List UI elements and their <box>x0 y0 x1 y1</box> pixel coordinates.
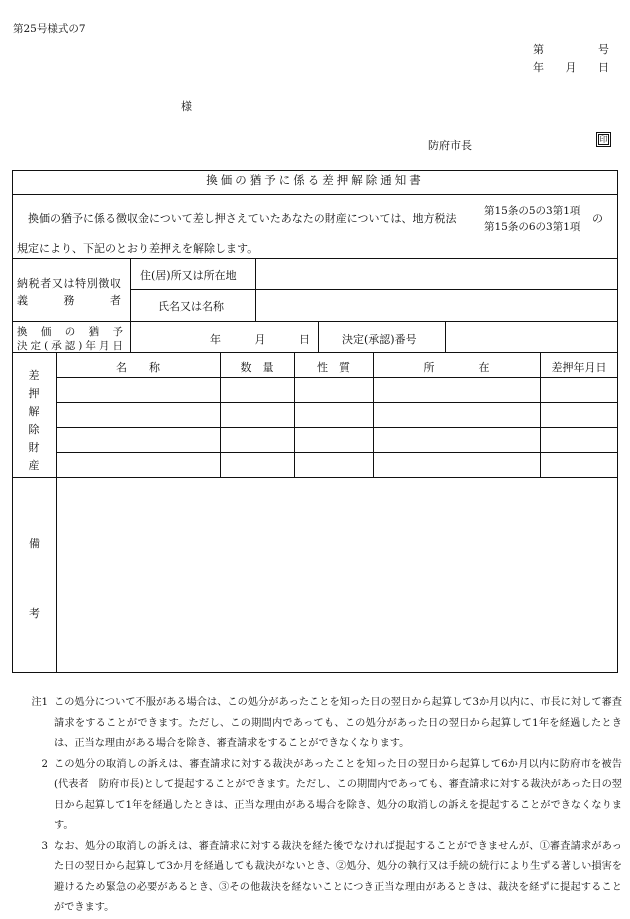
deferral-year: 年 <box>210 333 221 346</box>
address-label: 住(居)所又は所在地 <box>140 269 237 282</box>
rule-v-label <box>130 258 131 352</box>
rule-row-3 <box>56 452 618 453</box>
decision-number-label: 決定(承認)番号 <box>342 333 417 346</box>
column-header-quantity: 数 量 <box>240 361 274 374</box>
seal-text: 印 <box>599 135 608 144</box>
issue-year: 年 <box>533 61 544 74</box>
deferral-day: 日 <box>299 333 310 346</box>
notice-title: 換価の猶予に係る差押解除通知書 <box>206 173 424 187</box>
note-number: 3 <box>41 840 48 852</box>
note-number: 2 <box>41 758 48 770</box>
issue-date-line <box>533 59 609 75</box>
column-header-nature: 性 質 <box>317 361 350 374</box>
note-text: この処分の取消しの訴えは、審査請求に対する裁決があったことを知った日の翌日から起算して6か月以内に防府市を被告(代表者 防府市長)として提起することができます。ただし、この期間内であっても、審査請求に対する裁決があった日の翌日から起算して1年を経過したときは、正当な理由がある場合を除き、処分の取消しの訴えを提起することができなくなります。 <box>54 758 622 831</box>
name-label: 氏名又は名称 <box>158 300 224 313</box>
addressee-suffix: 様 <box>181 100 192 113</box>
rule-v-left <box>56 352 57 673</box>
payer-label: 納税者又は特別徴収義務者 <box>17 277 121 307</box>
deferral-month: 月 <box>254 333 266 346</box>
remarks-label-bottom: 考 <box>29 607 40 620</box>
column-header-seizure-date: 差押年月日 <box>551 361 607 374</box>
body-text-line1: 換価の猶予に係る徴収金について差し押さえていたあなたの財産については、地方税法 <box>28 212 457 225</box>
issue-month: 月 <box>565 61 577 74</box>
note-item <box>22 837 622 919</box>
body-particle: の <box>592 212 603 225</box>
document-number-line <box>533 41 609 57</box>
deferral-label-line2: 決定(承認)年月日 <box>17 340 123 352</box>
rule-v-date <box>318 321 319 352</box>
rule-title <box>12 194 618 195</box>
rule-address <box>130 289 618 290</box>
rule-row-header <box>56 377 618 378</box>
issue-day: 日 <box>598 61 609 74</box>
rule-body <box>12 258 618 259</box>
law-option-2: 第15条の6の3第1項 <box>484 221 581 233</box>
property-label: 差押解除財産 <box>28 369 40 472</box>
rule-row-2 <box>56 427 618 428</box>
rule-payer <box>12 321 618 322</box>
form-number: 第25号様式の7 <box>13 23 86 35</box>
rule-v-decision <box>445 321 446 352</box>
number-suffix: 号 <box>598 43 609 56</box>
number-prefix: 第 <box>533 43 544 56</box>
deferral-label-line1: 換価の猶予 <box>17 326 123 338</box>
body-text-line2: 規定により、下記のとおり差押えを解除します。 <box>17 242 259 255</box>
column-header-name: 名 称 <box>116 361 160 374</box>
remarks-label-top: 備 <box>29 537 40 550</box>
deferral-date-fields <box>210 331 310 347</box>
note-text: この処分について不服がある場合は、この処分があったことを知った日の翌日から起算して3か月以内に、市長に対して審査請求をすることができます。ただし、この期間内であっても、この処分があった日の翌日から起算して1年を経過したときは、正当な理由がある場合を除き、審査請求をすることができなくなります。 <box>54 697 622 749</box>
issuer-name: 防府市長 <box>428 139 472 152</box>
deferral-date-label <box>17 325 123 353</box>
rule-property <box>12 477 618 478</box>
rule-v-payer <box>255 258 256 321</box>
notes-section <box>22 693 622 919</box>
law-option-1: 第15条の5の3第1項 <box>484 205 581 217</box>
note-item <box>22 693 622 755</box>
rule-row-1 <box>56 402 618 403</box>
note-item <box>22 755 622 837</box>
seal-stamp <box>596 132 611 147</box>
note-number: 注1 <box>31 697 48 708</box>
column-header-location: 所 在 <box>423 361 490 374</box>
note-text: なお、処分の取消しの訴えは、審査請求に対する裁決を経た後でなければ提起することができませんが、①審査請求があった日の翌日から起算して3か月を経過しても裁決がないとき、②処分、処分の執行又は手続の続行により生ずる著しい損害を避けるため緊急の必要があるとき、③その他裁決を経ないことにつき正当な理由があるときは、裁決を経ずに提起することができます。 <box>54 840 622 913</box>
